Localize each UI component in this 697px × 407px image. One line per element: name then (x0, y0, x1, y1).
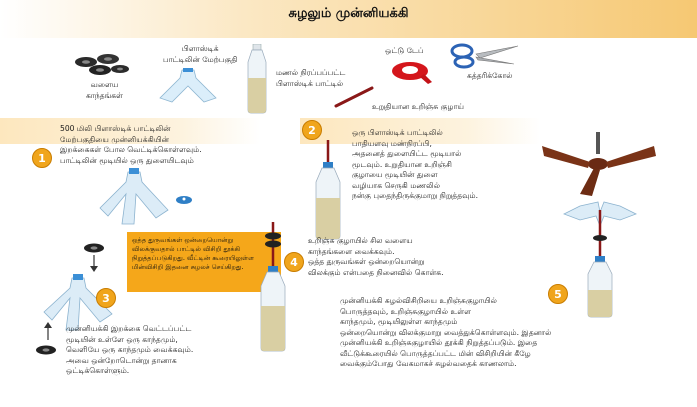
scissors-label: கத்தரிக்கோல் (467, 71, 513, 80)
rings-label: வளைய காந்தங்கள் (86, 80, 124, 100)
step-2-text: ஒரு பிளாஸ்டிக் பாட்டிலில் பாதியளவு மண்நிரப்பி, அதனைத் துளையிட்ட மூடியால் மூடவும். உறுதியான உறிஞ்சி குழாயை மூடியின் துளை வழியாக செருகி மணலில் நன்கு புதைந்திருக்குமாறு நிறுத்தவும். (352, 128, 478, 200)
magnet-arrow-top (80, 240, 110, 274)
step-3-number: 3 (96, 288, 116, 308)
step-3-text: முன்னியக்கி இறக்கை வெட்டப்பட்ட மூடியின் உள்ளே ஒரு காந்தமும், வெளியே ஒரு காந்தமும் வைக்கவும். அவை ஒன்றோடொன்று தானாக ஒட்டிக்கொள்ளும். (66, 324, 194, 375)
levitating-fan-image (560, 198, 640, 318)
straw-image (334, 86, 374, 108)
tape-image (388, 58, 432, 84)
tape-label: ஒட்டு டேப் (385, 46, 424, 55)
bottle-with-magnets-image (256, 222, 290, 352)
scissors-image (450, 42, 520, 70)
step-1-number: 1 (32, 148, 52, 168)
ring-magnets-image (70, 50, 130, 80)
straw-label: உறுதியான உறிஞ்சு குழாய் (372, 102, 464, 111)
step-2-number: 2 (302, 120, 322, 140)
bottle-top-label: பிளாஸ்டிக் பாட்டிலின் மேற்பகுதி (163, 44, 238, 64)
step-5-number: 5 (548, 284, 568, 304)
magnet-arrow-bottom (30, 322, 60, 362)
step-4-number: 4 (284, 252, 304, 272)
step-1-text: 500 மிலி பிளாஸ்டிக் பாட்டிலின் மேற்பகுதியை முன்னியக்கியின் இறக்கைகள் போல வெட்டிக்கொள்ளவும். பாட்டிலின் மூடியில் ஒரு துளையிடவும் (60, 124, 202, 165)
ceiling-fan-image (540, 132, 658, 202)
sand-bottle-image (244, 44, 270, 114)
bottle-top-image (158, 68, 218, 106)
note-box: ஒத்த துருவங்கள் ஒன்றையொன்று விலக்குவதால் பாட்டில் விசிறி தூக்கி நிறுத்தப்படுகிறது. வீட்டின் கூரையிலுள்ள மின்விசிறி இதனை சுழலச் செய்கிறது. (127, 232, 281, 292)
page-title: சுழலும் முன்னியக்கி (288, 6, 409, 21)
step-5-text: முன்னியக்கி சுழல்விசிறியை உறிஞ்சுகுழாயில் பொருத்தவும், உறிஞ்சுகுழாயில் உள்ள காந்தமும், மூடியிலுள்ள காந்தமும் ஒன்றையொன்று விலக்குமாறு வைத்துக்கொள்ளவும். இதனால் முன்னியக்கி உறிஞ்சுகுழாயில் தூக்கி நிறுத்தப்படும். இதை வீட்டுக்கூரையில் பொருத்தப்பட்ட மின் விசிறியின் கீழே வைக்கும்போது வேகமாகச் சுழல்வதைக் காணலாம். (340, 296, 552, 368)
step-4-text: உறிஞ்சு குழாயில் சில வளைய காந்தங்களை வைக்கவும். ஒத்த துருவங்கள் ஒன்றையொன்று விலக்கும் என்பதை நினைவில் கொள்க. (308, 236, 444, 277)
bottle-with-straw-image (310, 140, 346, 240)
cut-bottle-image (98, 168, 170, 228)
cap-image (174, 194, 194, 206)
sand-bottle-label: மணல் நிரப்பப்பட்ட பிளாஸ்டிக் பாட்டில் (276, 68, 346, 88)
